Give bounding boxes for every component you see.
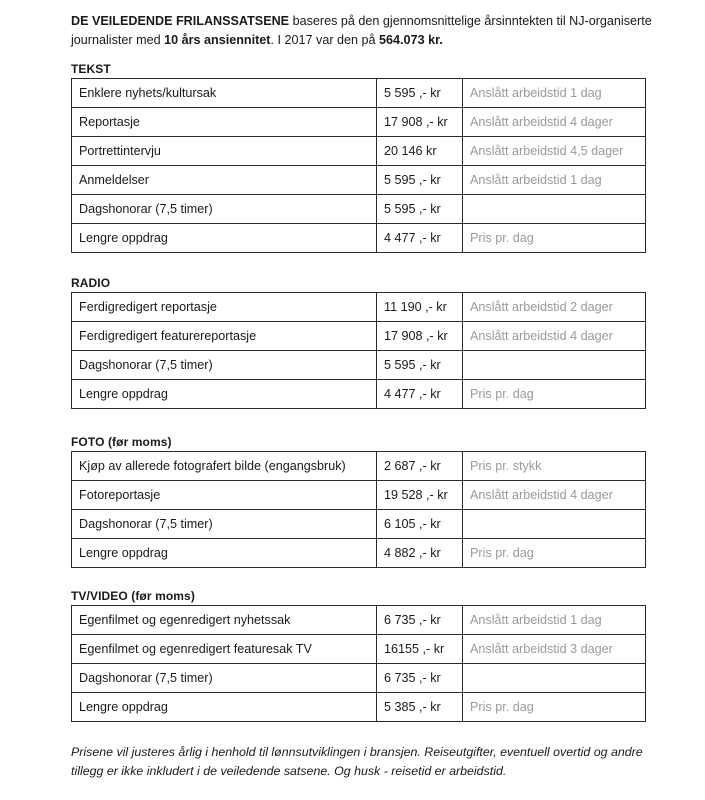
row-note: Anslått arbeidstid 4 dager — [463, 322, 646, 351]
row-price: 6 105 ,- kr — [377, 510, 463, 539]
intro-lead: DE VEILEDENDE FRILANSSATSENE — [71, 14, 290, 28]
section-title: TEKST — [71, 62, 111, 76]
row-price: 5 595 ,- kr — [377, 351, 463, 380]
row-price: 4 477 ,- kr — [377, 380, 463, 409]
table-row — [72, 166, 646, 195]
row-label: Fotoreportasje — [72, 481, 377, 510]
row-label: Lengre oppdrag — [72, 539, 377, 568]
row-note: Pris pr. stykk — [463, 452, 646, 481]
section-foto — [71, 435, 646, 568]
row-price: 11 190 ,- kr — [377, 293, 463, 322]
row-label: Lengre oppdrag — [72, 693, 377, 722]
table-row — [72, 79, 646, 108]
row-price: 19 528 ,- kr — [377, 481, 463, 510]
row-price: 5 385 ,- kr — [377, 693, 463, 722]
table-row — [72, 539, 646, 568]
table-row — [72, 195, 646, 224]
row-label: Dagshonorar (7,5 timer) — [72, 664, 377, 693]
table-row — [72, 137, 646, 166]
row-note: Anslått arbeidstid 1 dag — [463, 166, 646, 195]
row-price: 2 687 ,- kr — [377, 452, 463, 481]
table-row — [72, 224, 646, 253]
row-label: Enklere nyhets/kultursak — [72, 79, 377, 108]
table-row — [72, 293, 646, 322]
row-price: 4 882 ,- kr — [377, 539, 463, 568]
section-title: RADIO — [71, 276, 111, 290]
row-price: 6 735 ,- kr — [377, 606, 463, 635]
row-price: 16155 ,- kr — [377, 635, 463, 664]
rates-table — [71, 451, 646, 568]
row-price: 5 595 ,- kr — [377, 166, 463, 195]
intro-paragraph — [71, 12, 671, 50]
intro-income: 564.073 kr. — [379, 33, 443, 47]
row-note: Anslått arbeidstid 4 dager — [463, 481, 646, 510]
row-label: Reportasje — [72, 108, 377, 137]
table-row — [72, 481, 646, 510]
row-label: Lengre oppdrag — [72, 224, 377, 253]
row-note: Pris pr. dag — [463, 224, 646, 253]
row-price: 4 477 ,- kr — [377, 224, 463, 253]
row-label: Egenfilmet og egenredigert nyhetssak — [72, 606, 377, 635]
row-note: Anslått arbeidstid 1 dag — [463, 606, 646, 635]
row-note: Anslått arbeidstid 4 dager — [463, 108, 646, 137]
table-row — [72, 606, 646, 635]
row-label: Egenfilmet og egenredigert featuresak TV — [72, 635, 377, 664]
row-label: Kjøp av allerede fotografert bilde (engangsbruk) — [72, 452, 377, 481]
row-label: Ferdigredigert featurereportasje — [72, 322, 377, 351]
intro-text-2: . I 2017 var den på — [270, 33, 380, 47]
table-row — [72, 351, 646, 380]
table-row — [72, 380, 646, 409]
row-price: 5 595 ,- kr — [377, 195, 463, 224]
row-note — [463, 195, 646, 224]
section-tv-video — [71, 589, 646, 722]
row-note — [463, 510, 646, 539]
intro-seniority: 10 års ansiennitet — [164, 33, 271, 47]
row-price: 6 735 ,- kr — [377, 664, 463, 693]
row-note: Anslått arbeidstid 3 dager — [463, 635, 646, 664]
row-label: Dagshonorar (7,5 timer) — [72, 351, 377, 380]
row-note: Pris pr. dag — [463, 693, 646, 722]
rates-table — [71, 605, 646, 722]
row-note: Pris pr. dag — [463, 380, 646, 409]
row-note — [463, 351, 646, 380]
footnote: Prisene vil justeres årlig i henhold til lønnsutviklingen i bransjen. Reiseutgifter, eventuell overtid og andre tillegg er ikke inkludert i de veiledende satsene. Og husk - reisetid er arbeidstid. — [71, 745, 643, 778]
row-label: Anmeldelser — [72, 166, 377, 195]
table-row — [72, 664, 646, 693]
table-row — [72, 693, 646, 722]
table-row — [72, 322, 646, 351]
section-title: TV/VIDEO (før moms) — [71, 589, 195, 603]
section-title: FOTO (før moms) — [71, 435, 172, 449]
row-note: Anslått arbeidstid 4,5 dager — [463, 137, 646, 166]
row-label: Lengre oppdrag — [72, 380, 377, 409]
rates-table — [71, 78, 646, 253]
row-note: Anslått arbeidstid 2 dager — [463, 293, 646, 322]
table-row — [72, 510, 646, 539]
row-price: 17 908 ,- kr — [377, 322, 463, 351]
rates-table — [71, 292, 646, 409]
row-note: Anslått arbeidstid 1 dag — [463, 79, 646, 108]
table-row — [72, 108, 646, 137]
intro-text-1: baseres på den gjennomsnittelige årsinntekten til NJ-organiserte journalister med — [71, 14, 652, 47]
section-tekst — [71, 62, 646, 253]
row-note — [463, 664, 646, 693]
row-price: 20 146 kr — [377, 137, 463, 166]
row-note: Pris pr. dag — [463, 539, 646, 568]
row-label: Dagshonorar (7,5 timer) — [72, 510, 377, 539]
row-price: 5 595 ,- kr — [377, 79, 463, 108]
table-row — [72, 635, 646, 664]
row-label: Dagshonorar (7,5 timer) — [72, 195, 377, 224]
row-label: Portrettintervju — [72, 137, 377, 166]
table-row — [72, 452, 646, 481]
row-label: Ferdigredigert reportasje — [72, 293, 377, 322]
section-radio — [71, 276, 646, 409]
row-price: 17 908 ,- kr — [377, 108, 463, 137]
